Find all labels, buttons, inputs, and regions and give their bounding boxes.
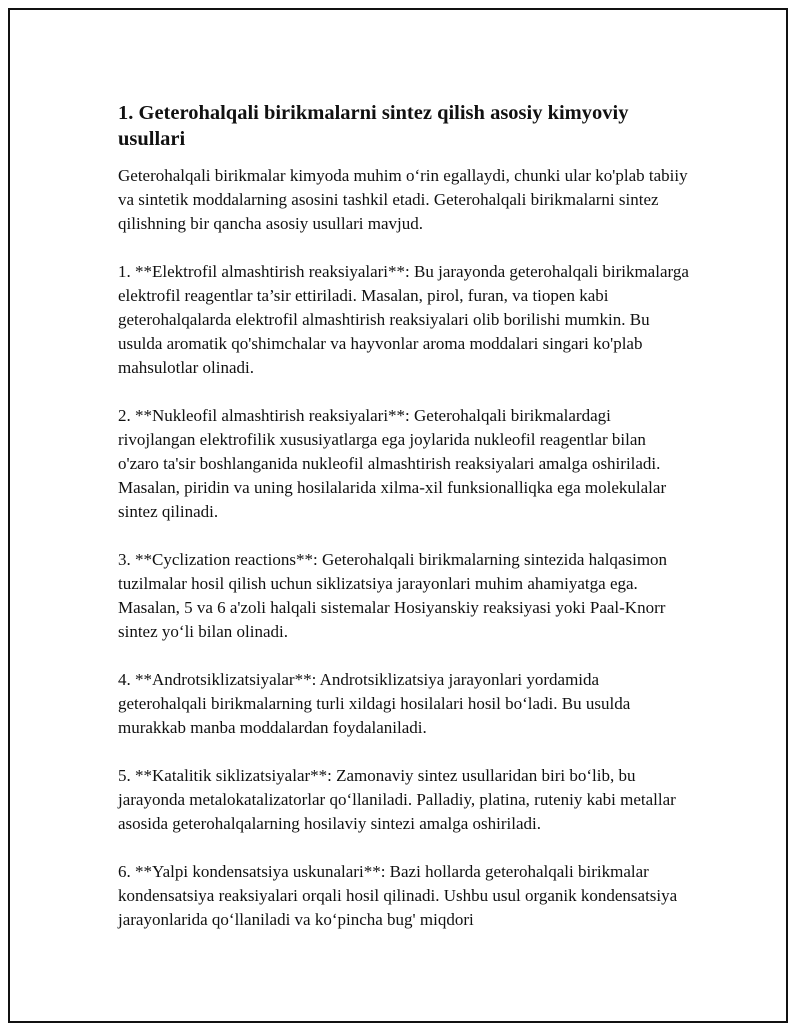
method-1-paragraph: 1. **Elektrofil almashtirish reaksiyalari**: Bu jarayonda geterohalqali birikmalarga elektrofil reagentlar ta’sir ettiriladi. Masalan, pirol, furan, va tiopen kabi geterohalqalarda elektrofil almashtirish reaksiyalari olib borilishi mumkin. Bu usulda aromatik qo'shimchalar va hayvonlar aroma moddalari singari ko'plab mahsulotlar olinadi. bbox=[118, 262, 689, 377]
method-4-paragraph: 4. **Androtsiklizatsiyalar**: Androtsiklizatsiya jarayonlari yordamida geterohalqali birikmalarning turli xildagi hosilalari hosil bo‘ladi. Bu usulda murakkab manba moddalardan foydalaniladi. bbox=[118, 670, 631, 737]
section-heading: 1. Geterohalqali birikmalarni sintez qilish asosiy kimyoviy usullari bbox=[118, 102, 629, 150]
method-3-paragraph: 3. **Cyclization reactions**: Geterohalqali birikmalarning sintezida halqasimon tuzilmalar hosil qilish uchun siklizatsiya jarayonlari muhim ahamiyatga ega. Masalan, 5 va 6 a'zoli halqali sistemalar Hosiyanskiy reaksiyasi yoki Paal-Knorr sintez yo‘li bilan olinadi. bbox=[118, 550, 668, 641]
method-5-paragraph: 5. **Katalitik siklizatsiyalar**: Zamonaviy sintez usullaridan biri bo‘lib, bu jarayonda metalokatalizatorlar qo‘llaniladi. Palladiy, platina, ruteniy kabi metallar asosida geterohalqalarning hosilaviy sintezi amalga oshiriladi. bbox=[118, 766, 676, 833]
document-body bbox=[118, 100, 690, 956]
intro-paragraph: Geterohalqali birikmalar kimyoda muhim o‘rin egallaydi, chunki ular ko'plab tabiiy va sintetik moddalarning asosini tashkil etadi. Geterohalqali birikmalarni sintez qilishning bir qancha asosiy usullari mavjud. bbox=[118, 166, 688, 233]
method-2-paragraph: 2. **Nukleofil almashtirish reaksiyalari**: Geterohalqali birikmalardagi rivojlangan elektrofilik xususiyatlarga ega joylarida nukleofil reagentlar bilan o'zaro ta'sir boshlanganida nukleofil almashtirish reaksiyalari amalga oshiriladi. Masalan, piridin va uning hosilalarida xilma-xil funksionalliqka ega molekulalar sintez qilinadi. bbox=[118, 406, 667, 521]
document-page bbox=[8, 8, 788, 1023]
method-6-paragraph: 6. **Yalpi kondensatsiya uskunalari**: Bazi hollarda geterohalqali birikmalar kondensatsiya reaksiyalari orqali hosil qilinadi. Ushbu usul organik kondensatsiya jarayonlarida qo‘llaniladi va ko‘pincha bug' miqdori bbox=[118, 862, 678, 929]
